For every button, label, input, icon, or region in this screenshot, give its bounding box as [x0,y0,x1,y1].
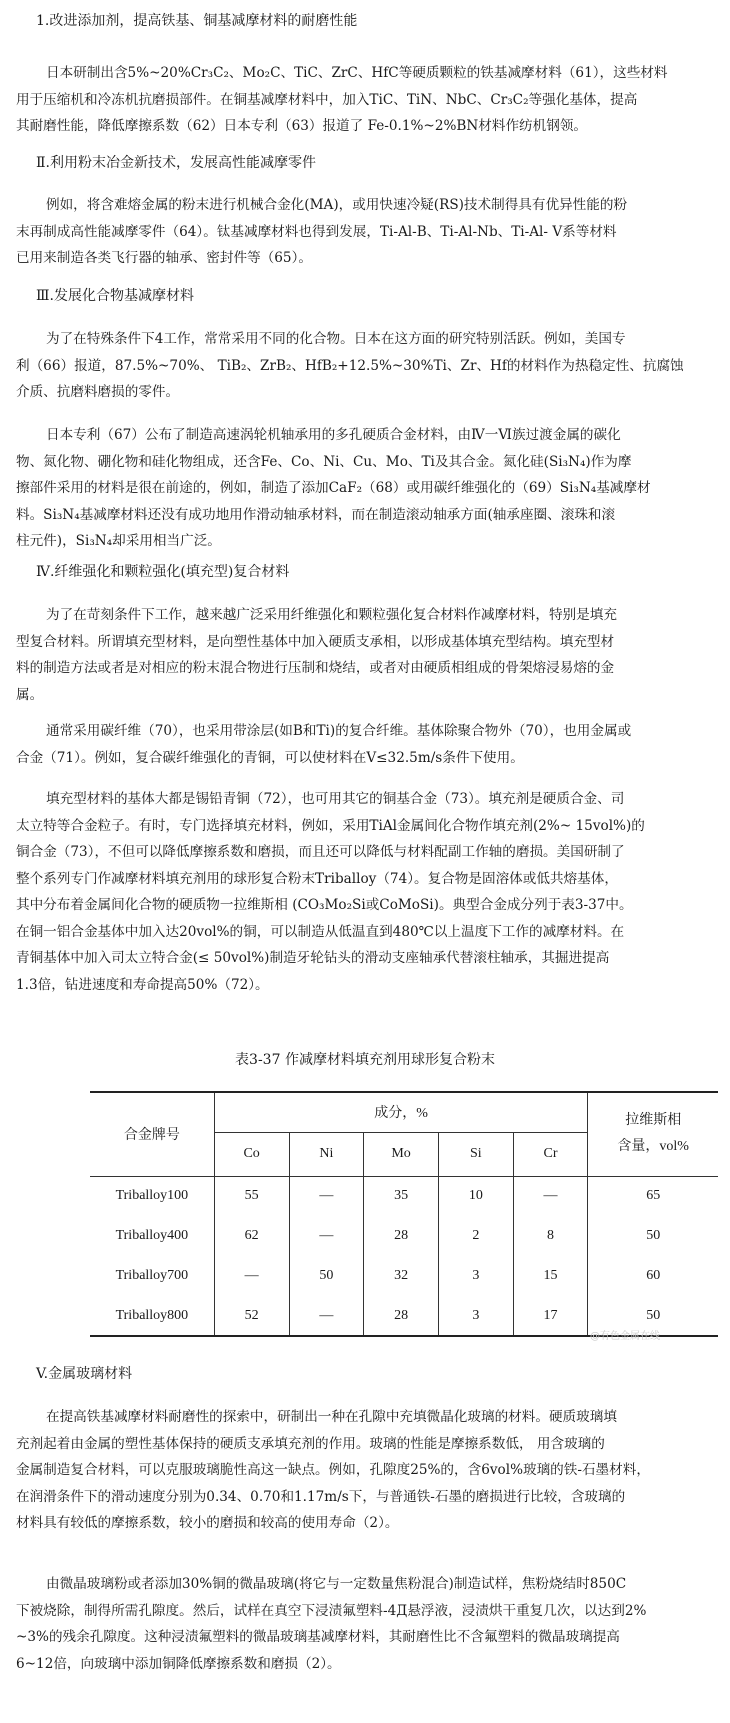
header-laves [588,1092,718,1176]
header-laves-line1: 拉维斯相 [625,1113,682,1129]
text-line: 下被烧除，制得所需孔隙度。然后，试样在真空下浸渍氟塑料-4Д悬浮液，浸渍烘干重复几次，以达到2% [16,1602,647,1619]
cell-co: 62 [214,1216,289,1256]
header-co: Co [214,1132,289,1176]
text-line: 6~12倍，向玻璃中添加铜降低摩擦系数和磨损（2）。 [16,1655,341,1672]
text-line: 例如，将含难熔金属的粉末进行机械合金化(MA)，或用快速冷疑(RS)技术制得具有优异性能的粉 [46,197,628,213]
text-line: 日本研制出含5%~20%Cr₃C₂、Mo₂C、TiC、ZrC、HfC等硬质颗粒的铁基减摩材料（61），这些材料 [46,65,668,81]
section-heading-4: Ⅳ.纤维强化和颗粒强化(填充型)复合材料 [36,564,290,580]
text-line: 柱元件)，Si₃N₄却采用相当广泛。 [16,533,221,549]
cell-mo: 28 [364,1296,439,1336]
paragraph [16,1571,716,1677]
cell-mo: 28 [364,1216,439,1256]
cell-cr: 8 [513,1216,588,1256]
text-line: 型复合材料。所谓填充型材料，是向塑性基体中加入硬质支承相，以形成基体填充型结构。填充型材 [16,633,615,650]
text-line: 充剂起着由金属的塑性基体保持的硬质支承填充剂的作用。玻璃的性能是摩擦系数低， 用含玻璃的 [16,1435,605,1452]
cell-co: 55 [214,1176,289,1216]
cell-co: — [214,1256,289,1296]
cell-si: 10 [438,1176,513,1216]
text-line: ~3%的残余孔隙度。这种浸渍氟塑料的微晶玻璃基减摩材料，其耐磨性比不含氟塑料的微晶玻璃提高 [16,1629,620,1645]
text-line: 其耐磨性能，降低摩擦系数（62）日本专利（63）报道了 Fe-0.1%~2%BN材料作纺机钢领。 [16,118,588,134]
header-cr: Cr [513,1132,588,1176]
text-line: 在提高铁基减摩材料耐磨性的探索中，研制出一种在孔隙中充填微晶化玻璃的材料。硬质玻璃填 [46,1409,617,1425]
paragraph [16,422,716,555]
text-line: 末再制成高性能减摩零件（64）。钛基减摩材料也得到发展，Ti-Al-B、Ti-Al-Nb、Ti-Al- V系等材料 [16,223,617,240]
header-mo: Mo [364,1132,439,1176]
composition-table [90,1091,718,1337]
text-line: 整个系列专门作减摩材料填充剂用的球形复合粉末Triballoy（74）。复合物是固溶体或低共熔基体， [16,870,618,887]
cell-si: 3 [438,1256,513,1296]
cell-laves: 60 [588,1256,718,1296]
cell-laves: 50 [588,1216,718,1256]
cell-cr: — [513,1176,588,1216]
text-line: 1.3倍，钻进速度和寿命提高50%（72）。 [16,976,269,993]
text-line: 其中分布着金属间化合物的硬质物一拉维斯相 (CO₃Mo₂Si或CoMoSi)。典型合金成分列于表3-37中。 [16,897,633,913]
text-line: 在润滑条件下的滑动速度分别为0.34、0.70和1.17m/s下，与普通铁-石墨的磨损进行比较，含玻璃的 [16,1488,626,1505]
text-line: 青铜基体中加入司太立特合金(≤ 50vol%)制造牙轮钻头的滑动支座轴承代替滚柱轴承，其掘进提高 [16,950,610,966]
paragraph [16,1404,716,1537]
text-line: 擦部件采用的材料是很在前途的，例如，制造了添加CaF₂（68）或用碳纤维强化的（69）Si₃N₄基减摩材 [16,480,651,496]
text-line: 填充型材料的基体大都是锡铅青铜（72），也可用其它的铜基合金（73）。填充剂是硬质合金、司 [46,791,625,807]
text-line: 属。 [16,686,44,703]
text-line: 介质、抗磨料磨损的零件。 [16,384,180,400]
table-row [90,1216,718,1256]
section-heading-5: V.金属玻璃材料 [36,1366,133,1382]
section-heading-2: Ⅱ.利用粉末冶金新技术，发展高性能减摩零件 [36,155,316,171]
table-row [90,1176,718,1216]
cell-ni: 50 [289,1256,364,1296]
watermark: @有色金属在线 [590,1331,660,1342]
header-ni: Ni [289,1132,364,1176]
text-line: 材料具有较低的摩擦系数，较小的磨损和较高的使用寿命（2）。 [16,1515,399,1531]
cell-alloy: Triballoy100 [115,1188,189,1204]
text-line: 铜合金（73），不但可以降低摩擦系数和磨损，而且还可以降低与材料配副工作轴的磨损。美国研制了 [16,844,625,860]
paragraph [16,718,716,771]
cell-si: 2 [438,1216,513,1256]
text-line: 用于压缩机和冷冻机抗磨损部件。在铜基减摩材料中，加入TiC、TiN、NbC、Cr₃C₂等强化基体，提高 [16,91,638,108]
text-line: 通常采用碳纤维（70），也采用带涂层(如B和Ti)的复合纤维。基体除聚合物外（70），也用金属或 [46,723,632,739]
header-alloy: 合金牌号 [90,1092,214,1176]
text-line: 为了在苛刻条件下工作，越来越广泛采用纤维强化和颗粒强化复合材料作减摩材料，特别是填充 [46,607,617,623]
paragraph [16,786,716,998]
cell-cr: 17 [513,1296,588,1336]
text-line: 日本专利（67）公布了制造高速涡轮机轴承用的多孔硬质合金材料，由Ⅳ一Ⅵ族过渡金属的碳化 [46,427,621,443]
section-heading-3: Ⅲ.发展化合物基减摩材料 [36,288,194,304]
cell-laves: 65 [588,1176,718,1216]
cell-ni: — [289,1296,364,1336]
paragraph [16,602,716,708]
header-composition: 成分，% [214,1092,588,1132]
header-laves-line2: 含量，vol% [617,1139,689,1155]
cell-mo: 35 [364,1176,439,1216]
cell-ni: — [289,1216,364,1256]
cell-cr: 15 [513,1256,588,1296]
cell-co: 52 [214,1296,289,1336]
cell-laves: 50 [588,1296,718,1336]
cell-mo: 32 [364,1256,439,1296]
cell-alloy: Triballoy700 [115,1268,189,1283]
header-si: Si [438,1132,513,1176]
table-caption: 表3-37 作减摩材料填充剂用球形复合粉末 [235,1052,495,1068]
text-line: 合金（71）。例如，复合碳纤维强化的青铜，可以使材料在V≤32.5m/s条件下使用。 [16,749,524,766]
cell-alloy: Triballoy400 [115,1228,189,1243]
text-line: 料。Si₃N₄基减摩材料还没有成功地用作滑动轴承材料，而在制造滚动轴承方面(轴承座圈、滚珠和滚 [16,506,616,523]
text-line: 料的制造方法或者是对相应的粉末混合物进行压制和烧结，或者对由硬质相组成的骨架熔浸易熔的金 [16,660,615,676]
cell-si: 3 [438,1296,513,1336]
cell-ni: — [289,1176,364,1216]
paragraph [16,60,716,140]
text-line: 为了在特殊条件下4工作，常常采用不同的化合物。日本在这方面的研究特别活跃。例如，美国专 [46,331,626,347]
paragraph [16,326,716,406]
text-line: 在铜一铝合金基体中加入达20vol%的铜，可以制造从低温直到480℃以上温度下工作的减摩材料。在 [16,923,625,940]
text-line: 金属制造复合材料，可以克服玻璃脆性高这一缺点。例如，孔隙度25%的，含6vol%玻璃的铁-石墨材料， [16,1462,650,1478]
text-line: 物、氮化物、硼化物和硅化物组成，还含Fe、Co、Ni、Cu、Mo、Ti及其合金。氮化硅(Si₃N₄)作为摩 [16,453,632,470]
text-line: 利（66）报道，87.5%~70%、 TiB₂、ZrB₂、HfB₂+12.5%~30%Ti、Zr、Hf的材料作为热稳定性、抗腐蚀 [16,357,684,374]
paragraph [16,192,716,272]
text-line: 太立特等合金粒子。有时，专门选择填充材料，例如，采用TiAl金属间化合物作填充剂(2%~ 15vol%)的 [16,817,645,834]
table-row [90,1256,718,1296]
text-line: 由微晶玻璃粉或者添加30%铜的微晶玻璃(将它与一定数量焦粉混合)制造试样，焦粉烧结时850C [46,1576,627,1592]
cell-alloy: Triballoy800 [90,1296,214,1336]
section-heading-1: 1.改进添加剂，提高铁基、铜基减摩材料的耐磨性能 [36,13,358,29]
text-line: 已用来制造各类飞行器的轴承、密封件等（65）。 [16,250,312,266]
